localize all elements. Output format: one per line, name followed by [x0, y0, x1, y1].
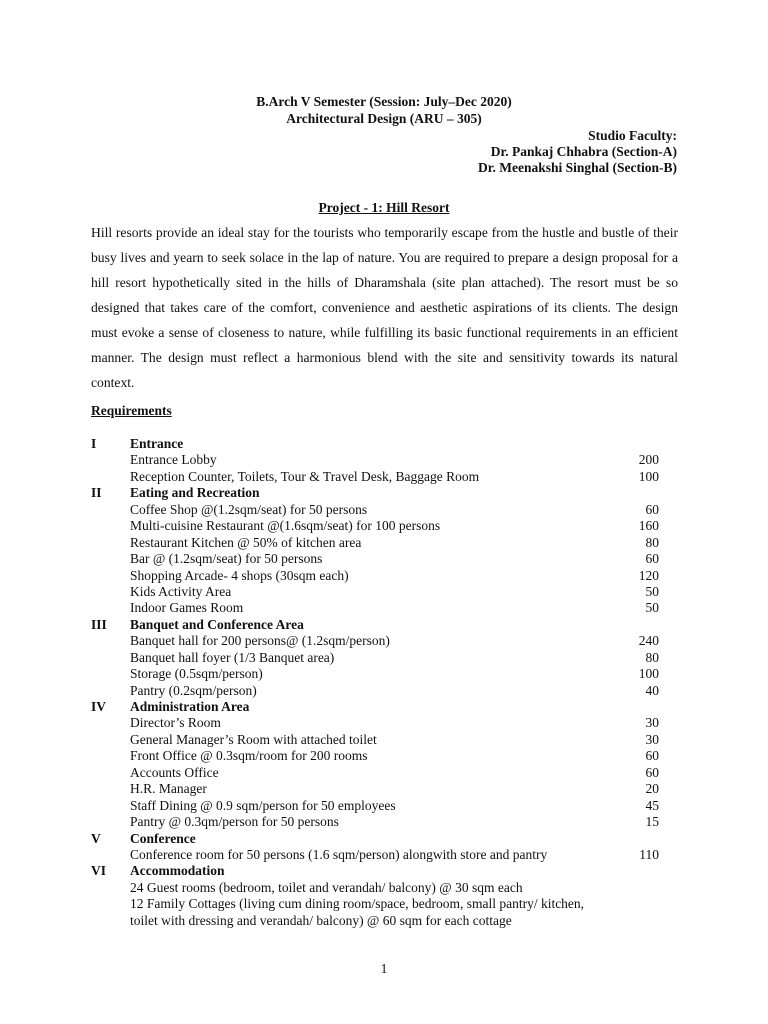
area-value: 20 — [645, 781, 659, 797]
area-value: 100 — [638, 666, 659, 682]
requirement-label: Banquet hall for 200 persons@ (1.2sqm/person) — [130, 633, 390, 649]
requirement-row — [91, 683, 678, 699]
section-number: I — [91, 436, 97, 451]
requirement-label: Kids Activity Area — [130, 583, 232, 599]
requirement-label: Entrance Lobby — [130, 452, 217, 468]
area-value: 100 — [638, 468, 659, 484]
faculty-section-b: Dr. Meenakshi Singhal (Section-B) — [477, 160, 677, 175]
requirement-row — [91, 798, 678, 814]
faculty-heading: Studio Faculty: — [588, 128, 677, 143]
section-number: III — [91, 616, 107, 632]
requirement-label: Indoor Games Room — [130, 600, 244, 616]
area-value: 80 — [645, 534, 659, 550]
requirements-heading: Requirements — [91, 403, 172, 418]
requirement-label: Front Office @ 0.3sqm/room for 200 rooms — [130, 748, 368, 764]
requirement-row — [91, 814, 678, 830]
requirement-row — [91, 765, 678, 781]
area-value: 110 — [639, 846, 659, 862]
requirement-label: General Manager’s Room with attached toilet — [130, 731, 377, 747]
area-value: 60 — [645, 551, 659, 567]
requirement-row — [91, 896, 678, 912]
area-value: 160 — [638, 518, 659, 534]
section-title: Conference — [130, 830, 196, 846]
section-number: V — [91, 830, 101, 846]
area-value: 50 — [645, 583, 659, 599]
requirement-label: Conference room for 50 persons (1.6 sqm/person) alongwith store and pantry — [130, 846, 548, 862]
requirement-label: Accounts Office — [130, 764, 219, 780]
requirement-row — [91, 732, 678, 748]
area-value: 50 — [645, 600, 659, 616]
area-value: 15 — [645, 814, 659, 830]
requirement-label: Staff Dining @ 0.9 sqm/person for 50 employees — [130, 797, 396, 813]
requirement-label: Shopping Arcade- 4 shops (30sqm each) — [130, 567, 349, 583]
requirement-label: Banquet hall foyer (1/3 Banquet area) — [130, 649, 335, 665]
requirement-row — [91, 551, 678, 567]
requirement-label: Bar @ (1.2sqm/seat) for 50 persons — [130, 551, 323, 567]
section-number: VI — [91, 863, 107, 879]
section-title: Accommodation — [130, 863, 225, 879]
area-value: 60 — [645, 501, 659, 517]
requirement-label: Coffee Shop @(1.2sqm/seat) for 50 persons — [130, 501, 368, 517]
course-title: B.Arch V Semester (Session: July–Dec 2020) — [256, 94, 512, 109]
area-value: 60 — [645, 764, 659, 780]
section-title: Banquet and Conference Area — [130, 616, 304, 632]
requirement-row — [91, 715, 678, 731]
area-value: 40 — [645, 682, 659, 698]
area-value: 30 — [645, 715, 659, 731]
requirement-row — [91, 847, 678, 863]
requirement-row — [91, 518, 678, 534]
requirement-row — [91, 568, 678, 584]
requirement-row — [91, 502, 678, 518]
section-title: Entrance — [130, 436, 184, 451]
requirements-list — [91, 436, 678, 929]
section-number: IV — [91, 699, 107, 714]
requirement-row — [91, 913, 678, 929]
requirement-row — [91, 880, 678, 896]
area-value: 45 — [645, 797, 659, 813]
area-value: 120 — [638, 567, 659, 583]
requirement-label: toilet with dressing and verandah/ balcony) @ 60 sqm for each cottage — [130, 912, 512, 928]
requirement-label: 24 Guest rooms (bedroom, toilet and verandah/ balcony) @ 30 sqm each — [130, 879, 523, 895]
section-row — [91, 485, 678, 501]
requirement-row — [91, 781, 678, 797]
area-value: 30 — [645, 731, 659, 747]
requirement-label: Restaurant Kitchen @ 50% of kitchen area — [130, 534, 362, 550]
section-number: II — [91, 485, 102, 501]
requirement-label: Multi-cuisine Restaurant @(1.6sqm/seat) for 100 persons — [130, 518, 441, 534]
page-number: 1 — [380, 961, 388, 976]
requirement-row — [91, 600, 678, 616]
section-row — [91, 617, 678, 633]
requirement-row — [91, 650, 678, 666]
requirement-row — [91, 584, 678, 600]
requirement-label: Director’s Room — [130, 715, 221, 731]
section-title: Eating and Recreation — [130, 485, 260, 501]
area-value: 200 — [638, 452, 659, 468]
requirement-row — [91, 666, 678, 682]
faculty-section-a: Dr. Pankaj Chhabra (Section-A) — [490, 144, 677, 159]
requirement-row — [91, 469, 678, 485]
section-row — [91, 436, 678, 452]
requirement-label: Pantry (0.2sqm/person) — [130, 682, 257, 698]
area-value: 60 — [645, 748, 659, 764]
section-row — [91, 831, 678, 847]
section-row — [91, 699, 678, 715]
area-value: 80 — [645, 649, 659, 665]
requirement-row — [91, 748, 678, 764]
requirement-label: Pantry @ 0.3qm/person for 50 persons — [130, 814, 339, 830]
requirement-row — [91, 535, 678, 551]
course-subtitle: Architectural Design (ARU – 305) — [286, 111, 482, 126]
section-title: Administration Area — [130, 699, 250, 714]
requirement-label: 12 Family Cottages (living cum dining room/space, bedroom, small pantry/ kitchen, — [130, 896, 585, 912]
requirement-label: Storage (0.5sqm/person) — [130, 666, 263, 682]
intro-paragraph: Hill resorts provide an ideal stay for the tourists who temporarily escape from the hustle and bustle of their busy lives and yearn to seek solace in the lap of nature. You are required to prepare a design proposal for a hill resort hypothetically sited in the hills of Dharamshala (site plan attached). The resort must be so designed that takes care of the comfort, convenience and aesthetic aspirations of its clients. The design must evoke a sense of closeness to nature, while fulfilling its basic functional requirements in an efficient manner. The design must reflect a harmonious blend with the site and sensitivity towards its natural context. — [91, 225, 678, 390]
requirement-label: H.R. Manager — [130, 781, 207, 797]
area-value: 240 — [638, 633, 659, 649]
requirement-row — [91, 452, 678, 468]
requirement-label: Reception Counter, Toilets, Tour & Travel Desk, Baggage Room — [130, 468, 480, 484]
requirement-row — [91, 633, 678, 649]
section-row — [91, 863, 678, 879]
project-title: Project - 1: Hill Resort — [318, 200, 450, 215]
